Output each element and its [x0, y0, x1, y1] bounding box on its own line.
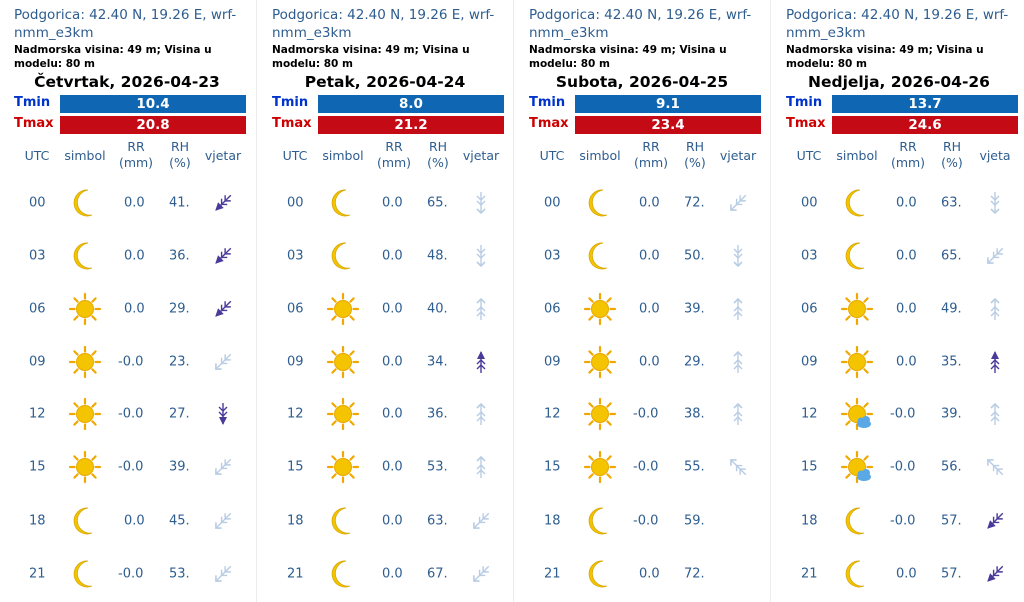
rh-cell: 39.: [941, 406, 962, 422]
rh-cell: 39.: [684, 301, 705, 317]
sun-cloud-icon: [840, 450, 874, 484]
rr-cell: -0.0: [118, 566, 144, 582]
wind-arrow-icon: [982, 349, 1008, 375]
wind-arrow-icon: [468, 243, 494, 269]
utc-cell: 03: [29, 248, 46, 264]
rh-cell: 39.: [169, 459, 190, 475]
day-panel: [515, 0, 765, 602]
rh-cell: 65.: [941, 248, 962, 264]
wind-arrow-icon: [468, 508, 494, 534]
sun-icon: [840, 345, 874, 379]
sun-icon: [326, 450, 360, 484]
header-rr: RR (mm): [890, 139, 926, 170]
header-wind: vjetar: [204, 148, 242, 163]
rh-cell: 59.: [684, 513, 705, 529]
utc-cell: 06: [801, 301, 818, 317]
moon-icon: [68, 186, 102, 220]
divider: [770, 0, 771, 602]
utc-cell: 12: [544, 406, 561, 422]
sun-icon: [68, 345, 102, 379]
location-text: Podgorica: 42.40 N, 19.26 E, wrf-nmm_e3km: [14, 7, 237, 41]
utc-cell: 06: [544, 301, 561, 317]
wind-arrow-icon: [210, 454, 236, 480]
wind-arrow-icon: [725, 243, 751, 269]
divider: [513, 0, 514, 602]
rr-cell: 0.0: [382, 354, 403, 370]
tmin-label: Tmin: [14, 95, 51, 110]
header-wind: vjeta: [979, 148, 1011, 163]
rh-cell: 40.: [427, 301, 448, 317]
rr-cell: -0.0: [118, 354, 144, 370]
moon-icon: [840, 239, 874, 273]
utc-cell: 09: [287, 354, 304, 370]
rr-cell: 0.0: [382, 513, 403, 529]
header-symbol: simbol: [836, 148, 878, 163]
wind-arrow-icon: [982, 190, 1008, 216]
wind-arrow-icon: [725, 561, 751, 587]
rh-cell: 56.: [941, 459, 962, 475]
sun-icon: [68, 450, 102, 484]
divider: [256, 0, 257, 602]
sun-icon: [326, 345, 360, 379]
rh-cell: 23.: [169, 354, 190, 370]
tmin-label: Tmin: [786, 95, 823, 110]
tmax-label: Tmax: [529, 116, 569, 131]
rr-cell: 0.0: [382, 459, 403, 475]
rh-cell: 35.: [941, 354, 962, 370]
rr-cell: 0.0: [382, 248, 403, 264]
tmin-value-bar: 10.4: [60, 95, 246, 113]
wind-arrow-icon: [468, 401, 494, 427]
wind-arrow-icon: [982, 508, 1008, 534]
rr-cell: 0.0: [124, 248, 145, 264]
utc-cell: 00: [287, 195, 304, 211]
elevation-text: Nadmorska visina: 49 m; Visina u modelu: 80 m: [272, 44, 470, 70]
tmin-value-bar: 8.0: [318, 95, 504, 113]
rr-cell: 0.0: [639, 195, 660, 211]
sun-icon: [583, 345, 617, 379]
wind-arrow-icon: [210, 349, 236, 375]
wind-arrow-icon: [210, 296, 236, 322]
wind-arrow-icon: [210, 561, 236, 587]
header-rh: RH (%): [427, 139, 449, 170]
header-utc: UTC: [796, 148, 822, 163]
rh-cell: 65.: [427, 195, 448, 211]
tmin-label: Tmin: [529, 95, 566, 110]
wind-arrow-icon: [725, 454, 751, 480]
day-date-title: Subota, 2026-04-25: [555, 73, 729, 91]
day-date-title: Četvrtak, 2026-04-23: [34, 73, 220, 91]
utc-cell: 03: [801, 248, 818, 264]
utc-cell: 18: [29, 513, 46, 529]
tmax-value-bar: 21.2: [318, 116, 504, 134]
rr-cell: 0.0: [124, 301, 145, 317]
rr-cell: -0.0: [890, 406, 916, 422]
utc-cell: 06: [29, 301, 46, 317]
wind-arrow-icon: [982, 401, 1008, 427]
tmin-label: Tmin: [272, 95, 309, 110]
tmax-value-bar: 23.4: [575, 116, 761, 134]
header-rr: RR (mm): [633, 139, 669, 170]
rr-cell: 0.0: [896, 195, 917, 211]
day-panel: [0, 0, 250, 602]
sun-icon: [583, 450, 617, 484]
rh-cell: 36.: [427, 406, 448, 422]
location-text: Podgorica: 42.40 N, 19.26 E, wrf-nmm_e3km: [786, 7, 1009, 41]
wind-arrow-icon: [468, 561, 494, 587]
rr-cell: 0.0: [382, 406, 403, 422]
utc-cell: 18: [801, 513, 818, 529]
wind-arrow-icon: [725, 190, 751, 216]
utc-cell: 21: [544, 566, 561, 582]
utc-cell: 00: [544, 195, 561, 211]
rr-cell: -0.0: [633, 459, 659, 475]
moon-icon: [326, 239, 360, 273]
utc-cell: 03: [287, 248, 304, 264]
utc-cell: 00: [29, 195, 46, 211]
utc-cell: 00: [801, 195, 818, 211]
wind-arrow-icon: [468, 454, 494, 480]
utc-cell: 12: [287, 406, 304, 422]
rh-cell: 50.: [684, 248, 705, 264]
utc-cell: 15: [287, 459, 304, 475]
rh-cell: 72.: [684, 195, 705, 211]
sun-icon: [583, 397, 617, 431]
rh-cell: 45.: [169, 513, 190, 529]
header-symbol: simbol: [579, 148, 621, 163]
wind-arrow-icon: [982, 243, 1008, 269]
header-utc: UTC: [539, 148, 565, 163]
rr-cell: 0.0: [124, 513, 145, 529]
elevation-text: Nadmorska visina: 49 m; Visina u modelu: 80 m: [786, 44, 984, 70]
utc-cell: 12: [29, 406, 46, 422]
tmax-value-bar: 20.8: [60, 116, 246, 134]
rh-cell: 67.: [427, 566, 448, 582]
tmax-label: Tmax: [786, 116, 826, 131]
sun-icon: [840, 292, 874, 326]
rh-cell: 72.: [684, 566, 705, 582]
utc-cell: 21: [29, 566, 46, 582]
utc-cell: 21: [801, 566, 818, 582]
utc-cell: 12: [801, 406, 818, 422]
utc-cell: 15: [801, 459, 818, 475]
moon-icon: [326, 186, 360, 220]
moon-icon: [583, 557, 617, 591]
moon-icon: [68, 239, 102, 273]
wind-arrow-icon: [210, 508, 236, 534]
rh-cell: 53.: [169, 566, 190, 582]
tmax-label: Tmax: [14, 116, 54, 131]
rr-cell: 0.0: [896, 248, 917, 264]
rr-cell: 0.0: [639, 354, 660, 370]
sun-icon: [326, 292, 360, 326]
wind-arrow-icon: [725, 296, 751, 322]
sun-icon: [68, 397, 102, 431]
utc-cell: 21: [287, 566, 304, 582]
wind-arrow-icon: [725, 508, 751, 534]
moon-icon: [583, 186, 617, 220]
location-text: Podgorica: 42.40 N, 19.26 E, wrf-nmm_e3km: [272, 7, 495, 41]
header-wind: vjetar: [462, 148, 500, 163]
header-rr: RR (mm): [118, 139, 154, 170]
header-rr: RR (mm): [376, 139, 412, 170]
wind-arrow-icon: [210, 243, 236, 269]
rr-cell: 0.0: [896, 301, 917, 317]
header-symbol: simbol: [322, 148, 364, 163]
wind-arrow-icon: [468, 190, 494, 216]
header-wind: vjetar: [719, 148, 757, 163]
utc-cell: 06: [287, 301, 304, 317]
utc-cell: 18: [544, 513, 561, 529]
wind-arrow-icon: [468, 296, 494, 322]
day-panel: [258, 0, 508, 602]
moon-icon: [326, 557, 360, 591]
header-symbol: simbol: [64, 148, 106, 163]
moon-icon: [326, 504, 360, 538]
wind-arrow-icon: [982, 561, 1008, 587]
wind-arrow-icon: [210, 401, 236, 427]
utc-cell: 09: [801, 354, 818, 370]
rh-cell: 38.: [684, 406, 705, 422]
utc-cell: 09: [29, 354, 46, 370]
wind-arrow-icon: [982, 454, 1008, 480]
wind-arrow-icon: [725, 401, 751, 427]
rr-cell: 0.0: [639, 566, 660, 582]
utc-cell: 18: [287, 513, 304, 529]
moon-icon: [583, 504, 617, 538]
rh-cell: 55.: [684, 459, 705, 475]
rr-cell: -0.0: [633, 513, 659, 529]
wind-arrow-icon: [982, 296, 1008, 322]
tmax-value-bar: 24.6: [832, 116, 1018, 134]
rh-cell: 27.: [169, 406, 190, 422]
rr-cell: -0.0: [890, 459, 916, 475]
rr-cell: -0.0: [118, 406, 144, 422]
rr-cell: 0.0: [896, 354, 917, 370]
header-rh: RH (%): [169, 139, 191, 170]
rh-cell: 63.: [941, 195, 962, 211]
rh-cell: 57.: [941, 566, 962, 582]
tmin-value-bar: 13.7: [832, 95, 1018, 113]
location-text: Podgorica: 42.40 N, 19.26 E, wrf-nmm_e3km: [529, 7, 752, 41]
elevation-text: Nadmorska visina: 49 m; Visina u modelu: 80 m: [14, 44, 212, 70]
utc-cell: 15: [544, 459, 561, 475]
rh-cell: 63.: [427, 513, 448, 529]
rh-cell: 29.: [684, 354, 705, 370]
rr-cell: -0.0: [118, 459, 144, 475]
rh-cell: 53.: [427, 459, 448, 475]
utc-cell: 03: [544, 248, 561, 264]
rr-cell: 0.0: [124, 195, 145, 211]
rh-cell: 57.: [941, 513, 962, 529]
rh-cell: 36.: [169, 248, 190, 264]
sun-cloud-icon: [840, 397, 874, 431]
moon-icon: [840, 557, 874, 591]
header-utc: UTC: [24, 148, 50, 163]
sun-icon: [326, 397, 360, 431]
wind-arrow-icon: [210, 190, 236, 216]
rh-cell: 34.: [427, 354, 448, 370]
utc-cell: 15: [29, 459, 46, 475]
rr-cell: 0.0: [896, 566, 917, 582]
wind-arrow-icon: [468, 349, 494, 375]
rr-cell: 0.0: [382, 301, 403, 317]
rh-cell: 48.: [427, 248, 448, 264]
rh-cell: 49.: [941, 301, 962, 317]
sun-icon: [68, 292, 102, 326]
rr-cell: 0.0: [639, 248, 660, 264]
sun-icon: [583, 292, 617, 326]
header-utc: UTC: [282, 148, 308, 163]
moon-icon: [68, 557, 102, 591]
rh-cell: 41.: [169, 195, 190, 211]
header-rh: RH (%): [941, 139, 963, 170]
rr-cell: 0.0: [382, 195, 403, 211]
day-date-title: Nedjelja, 2026-04-26: [808, 73, 990, 91]
day-panel: [772, 0, 1022, 602]
moon-icon: [840, 504, 874, 538]
rr-cell: -0.0: [633, 406, 659, 422]
tmin-value-bar: 9.1: [575, 95, 761, 113]
elevation-text: Nadmorska visina: 49 m; Visina u modelu: 80 m: [529, 44, 727, 70]
rr-cell: -0.0: [890, 513, 916, 529]
rr-cell: 0.0: [382, 566, 403, 582]
moon-icon: [840, 186, 874, 220]
day-date-title: Petak, 2026-04-24: [304, 73, 466, 91]
utc-cell: 09: [544, 354, 561, 370]
rr-cell: 0.0: [639, 301, 660, 317]
wind-arrow-icon: [725, 349, 751, 375]
tmax-label: Tmax: [272, 116, 312, 131]
moon-icon: [68, 504, 102, 538]
moon-icon: [583, 239, 617, 273]
rh-cell: 29.: [169, 301, 190, 317]
header-rh: RH (%): [684, 139, 706, 170]
